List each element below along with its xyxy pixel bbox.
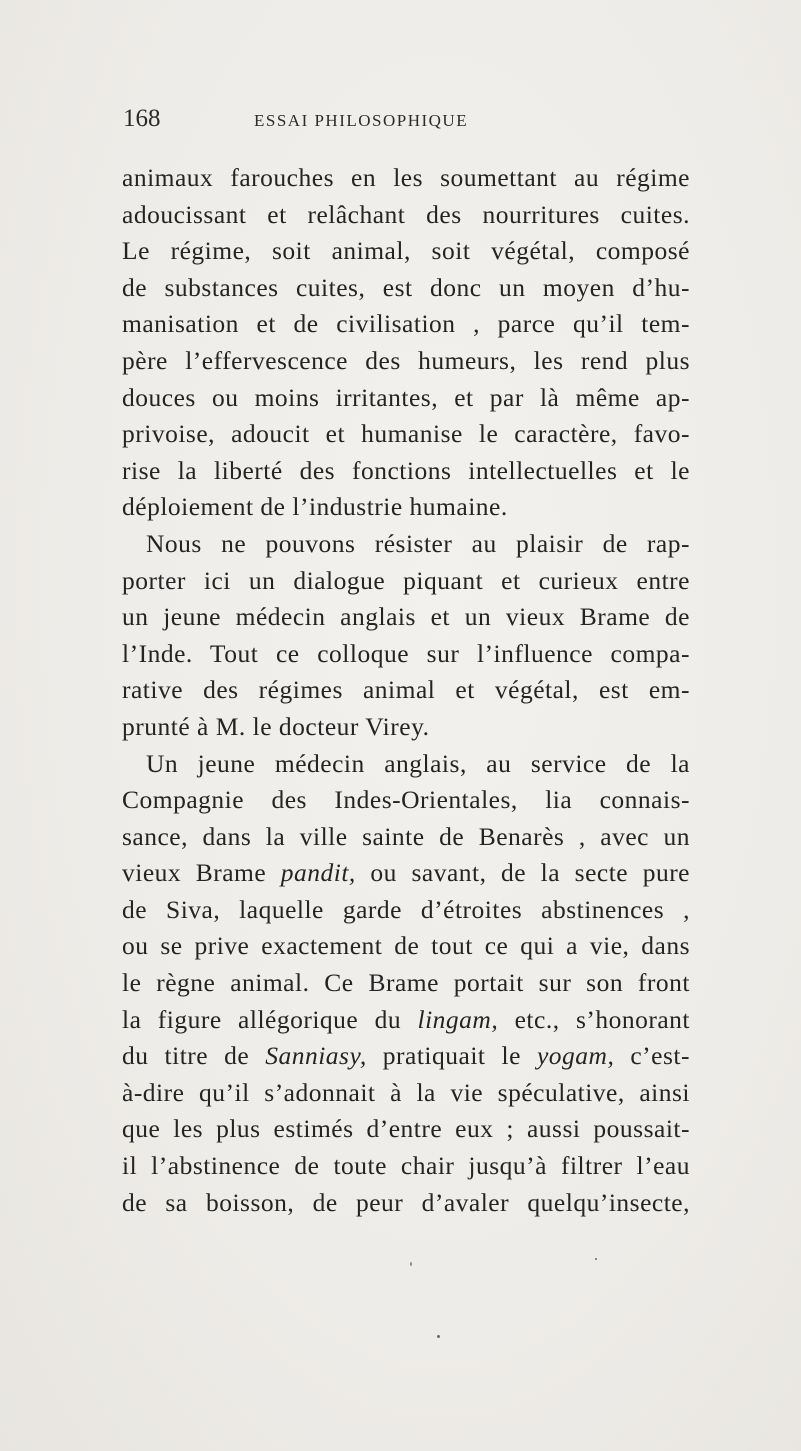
text-line: prunté à M. le docteur Virey.	[122, 711, 430, 741]
italic-term: lingam,	[417, 1004, 499, 1034]
text-line: animaux farouches en les soumettant au régime	[122, 163, 690, 192]
paragraph-start-line: Un jeune médecin anglais, au service de la	[146, 748, 690, 778]
text-line: de sa boisson, de peur d’avaler quelqu’insecte,	[122, 1187, 690, 1217]
paragraph-start-line: Nous ne pouvons résister au plaisir de rap-	[146, 528, 690, 558]
text-line: vieux Brame pandit, ou savant, de la secte pure	[122, 858, 690, 888]
page-number: 168	[123, 105, 161, 132]
text-line: un jeune médecin anglais et un vieux Brame de	[122, 602, 690, 632]
text-line: de substances cuites, est donc un moyen d’hu-	[122, 272, 690, 302]
text-line: père l’effervescence des humeurs, les rend plus	[122, 345, 690, 375]
italic-term: Sanniasy,	[265, 1041, 367, 1071]
running-title: ESSAI PHILOSOPHIQUE	[254, 111, 469, 130]
paper-speck	[410, 1262, 412, 1266]
text-line: adoucissant et relâchant des nourritures cuites.	[122, 199, 690, 229]
text-line: à-dire qu’il s’adonnait à la vie spéculative, ainsi	[122, 1077, 690, 1107]
italic-term: pandit,	[280, 858, 356, 888]
text-line: sance, dans la ville sainte de Benarès , avec un	[122, 821, 690, 851]
text-line: rise la liberté des fonctions intellectuelles et le	[122, 455, 690, 485]
text-line: de Siva, laquelle garde d’étroites abstinences ,	[122, 894, 690, 924]
text-line: ou se prive exactement de tout ce qui a vie, dans	[122, 931, 690, 961]
text-line: Le régime, soit animal, soit végétal, composé	[122, 236, 690, 266]
text-line: déploiement de l’industrie humaine.	[122, 492, 508, 522]
text-line: porter ici un dialogue piquant et curieux entre	[122, 565, 690, 595]
text-line: manisation et de civilisation , parce qu’il tem-	[122, 309, 690, 339]
text-line: le règne animal. Ce Brame portait sur son front	[122, 968, 690, 998]
text-line: rative des régimes animal et végétal, est em-	[122, 675, 690, 705]
body-text	[122, 160, 690, 1221]
text-line: du titre de Sanniasy, pratiquait le yogam, c’est-	[122, 1041, 690, 1071]
text-line: privoise, adoucit et humanise le caractère, favo-	[122, 419, 690, 449]
text-line: Compagnie des Indes-Orientales, lia connais-	[122, 785, 690, 815]
text-line: l’Inde. Tout ce colloque sur l’influence compa-	[122, 638, 690, 668]
text-line: la figure allégorique du lingam, etc., s’honorant	[122, 1004, 690, 1034]
paper-speck	[437, 1335, 440, 1338]
page-header	[123, 105, 683, 139]
text-line: il l’abstinence de toute chair jusqu’à filtrer l’eau	[122, 1151, 690, 1181]
text-line: douces ou moins irritantes, et par là même ap-	[122, 382, 690, 412]
text-line: que les plus estimés d’entre eux ; aussi poussait-	[122, 1114, 690, 1144]
paper-speck	[595, 1258, 597, 1260]
italic-term: yogam,	[536, 1041, 615, 1071]
